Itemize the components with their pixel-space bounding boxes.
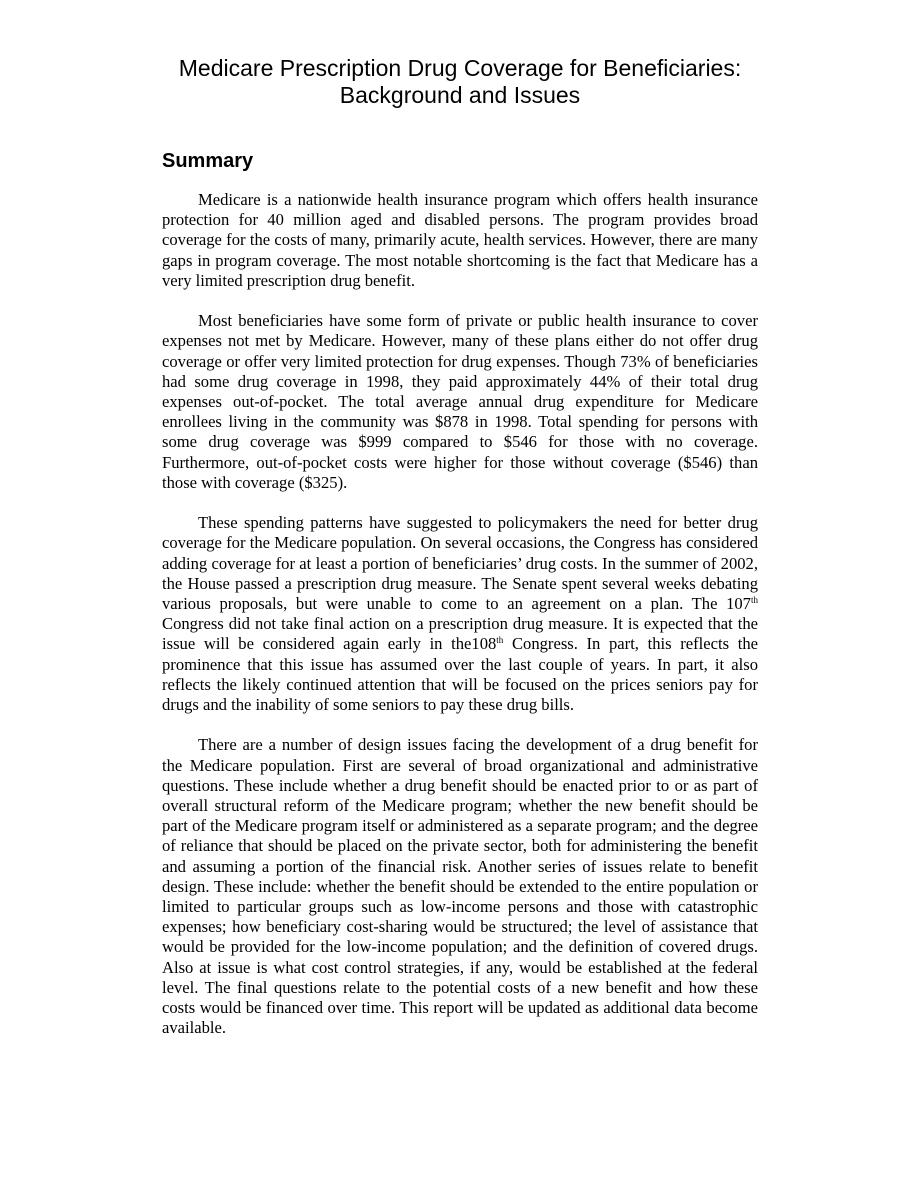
summary-body bbox=[162, 190, 758, 1038]
superscript-th-107: th bbox=[750, 595, 758, 606]
document-title bbox=[162, 55, 758, 109]
document-page bbox=[162, 55, 758, 1059]
paragraph-3-part-a: These spending patterns have suggested to policymakers the need for better drug coverage for the Medicare population. On several occasions, the Congress has considered adding coverage for at least a portion of beneficiaries’ drug costs. In the summer of 2002, the House passed a prescription drug measure. The Senate spent several weeks debating various proposals, but were unable to come to an agreement on a plan. The 107 bbox=[162, 513, 758, 614]
title-line-1: Medicare Prescription Drug Coverage for Beneficiaries: bbox=[178, 55, 742, 81]
superscript-th-108: th bbox=[496, 635, 504, 646]
paragraph-1: Medicare is a nationwide health insurance program which offers health insurance protection for 40 million aged and disabled persons. The program provides broad coverage for the costs of many, primarily acute, health services. However, there are many gaps in program coverage. The most notable shortcoming is the fact that Medicare has a very limited prescription drug benefit. bbox=[162, 190, 758, 290]
title-line-2: Background and Issues bbox=[339, 82, 581, 108]
paragraph-3-part-b: Congress did not take final action on a prescription drug measure. It is expected that the issue will be considered again early in the108 bbox=[162, 614, 758, 654]
paragraph-2: Most beneficiaries have some form of private or public health insurance to cover expenses not met by Medicare. However, many of these plans either do not offer drug coverage or offer very limited protection for drug expenses. Though 73% of beneficiaries had some drug coverage in 1998, they paid approximately 44% of their total drug expenses out-of-pocket. The total average annual drug expenditure for Medicare enrollees living in the community was $878 in 1998. Total spending for persons with some drug coverage was $999 compared to $546 for those with no coverage. Furthermore, out-of-pocket costs were higher for those without coverage ($546) than those with coverage ($325). bbox=[162, 311, 758, 492]
section-heading-summary: Summary bbox=[162, 150, 254, 172]
paragraph-3 bbox=[162, 513, 758, 715]
paragraph-4: There are a number of design issues facing the development of a drug benefit for the Medicare population. First are several of broad organizational and administrative questions. These include whether a drug benefit should be enacted prior to or as part of overall structural reform of the Medicare program; whether the new benefit should be part of the Medicare program itself or administered as a separate program; and the degree of reliance that should be placed on the private sector, both for administering the benefit and assuming a portion of the financial risk. Another series of issues relate to benefit design. These include: whether the benefit should be extended to the entire population or limited to particular groups such as low-income persons and those with catastrophic expenses; how beneficiary cost-sharing would be structured; the level of assistance that would be provided for the low-income population; and the definition of covered drugs. Also at issue is what cost control strategies, if any, would be established at the federal level. The final questions relate to the potential costs of a new benefit and how these costs would be financed over time. This report will be updated as additional data become available. bbox=[162, 735, 758, 1038]
paragraph-3-part-c: Congress. In part, this reflects the prominence that this issue has assumed over the last couple of years. In part, it also reflects the likely continued attention that will be focused on the prices seniors pay for drugs and the inability of some seniors to pay these drug bills. bbox=[162, 634, 758, 715]
